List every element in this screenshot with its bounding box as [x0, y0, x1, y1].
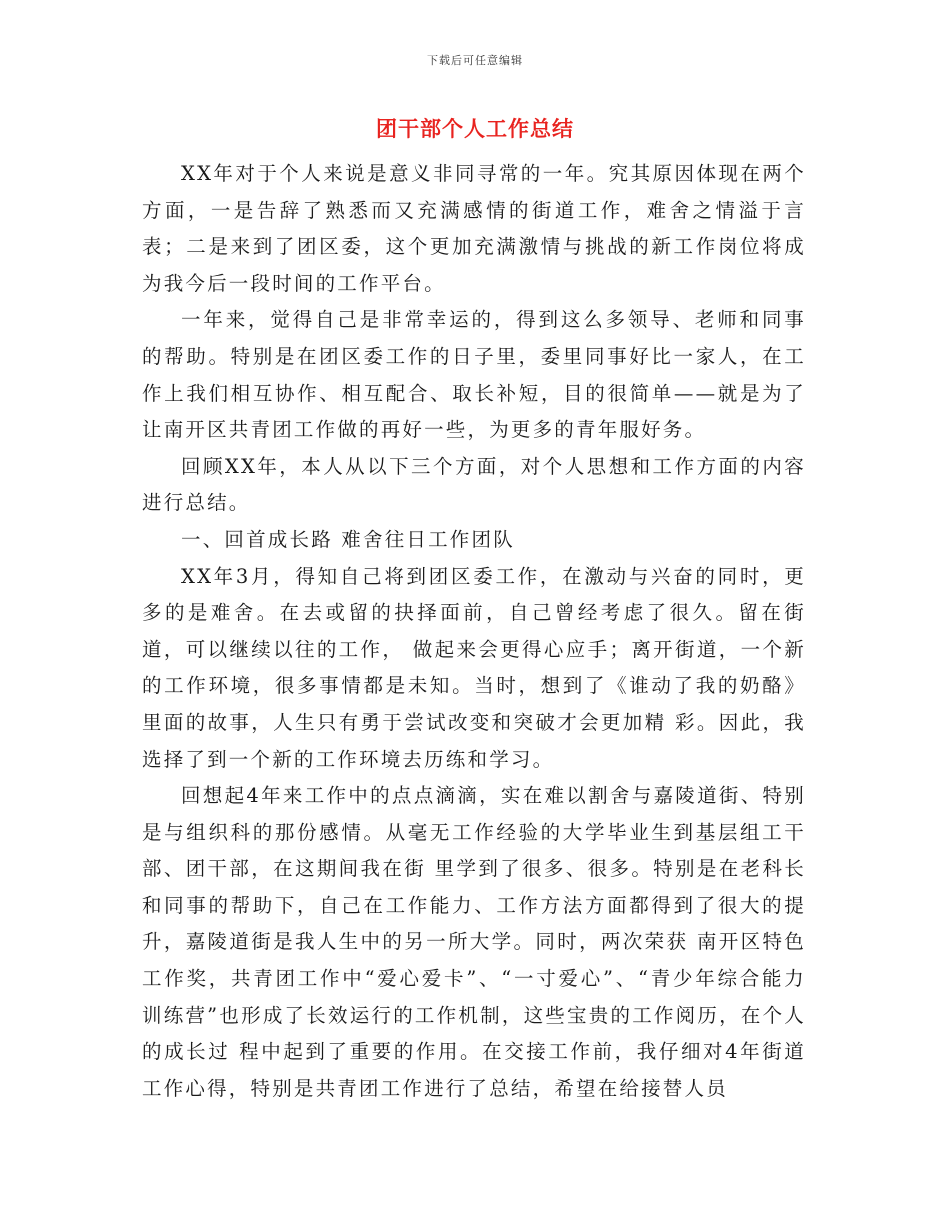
paragraph-memories: 回想起4年来工作中的点点滴滴，实在难以割舍与嘉陵道街、特别是与组织科的那份感情。从毫无工作经验的大学毕业生到基层组工干部、团干部，在这期间我在街 里学到了很多、很多。特别是在老科长和同事的帮助下，自己在工作能力、工作方法方面都得到了很大的提升，嘉陵道街是我人生中的另一所大学。同时，两次荣获 南开区特色工作奖，共青团工作中“爱心爱卡”、“一寸爱心”、“青少年综合能力训练营”也形成了长效运行的工作机制，这些宝贵的工作阅历，在个人的成长过 程中起到了重要的作用。在交接工作前，我仔细对4年街道工作心得，特别是共青团工作进行了总结，希望在给接替人员 — [142, 784, 806, 1100]
header-note: 下载后可任意编辑 — [427, 54, 523, 67]
paragraph-transfer: XX年3月，得知自己将到团区委工作，在激动与兴奋的同时，更多的是难舍。在去或留的抉择面前，自己曾经考虑了很久。留在街道，可以继续以往的工作， 做起来会更得心应手；离开街道，一个新的工作环境，很多事情都是未知。当时，想到了《谁动了我的奶酪》里面的故事，人生只有勇于尝试改变和突破才会更加精 彩。因此，我选择了到一个新的工作环境去历练和学习。 — [142, 564, 806, 771]
section-heading-1: 一、回首成长路 难舍往日工作团队 — [181, 527, 515, 551]
paragraph-review: 回顾XX年，本人从以下三个方面，对个人思想和工作方面的内容进行总结。 — [142, 454, 806, 515]
paragraph-gratitude: 一年来，觉得自己是非常幸运的，得到这么多领导、老师和同事的帮助。特别是在团区委工作的日子里，委里同事好比一家人，在工作上我们相互协作、相互配合、取长补短，目的很简单——就是为了让南开区共青团工作做的再好一些，为更多的青年服好务。 — [142, 308, 806, 442]
document-body — [142, 156, 806, 1107]
paragraph-intro: XX年对于个人来说是意义非同寻常的一年。究其原因体现在两个方面，一是告辞了熟悉而又充满感情的街道工作，难舍之情溢于言表；二是来到了团区委，这个更加充满激情与挑战的新工作岗位将成为我今后一段时间的工作平台。 — [142, 162, 806, 295]
document-title: 团干部个人工作总结 — [376, 117, 574, 141]
